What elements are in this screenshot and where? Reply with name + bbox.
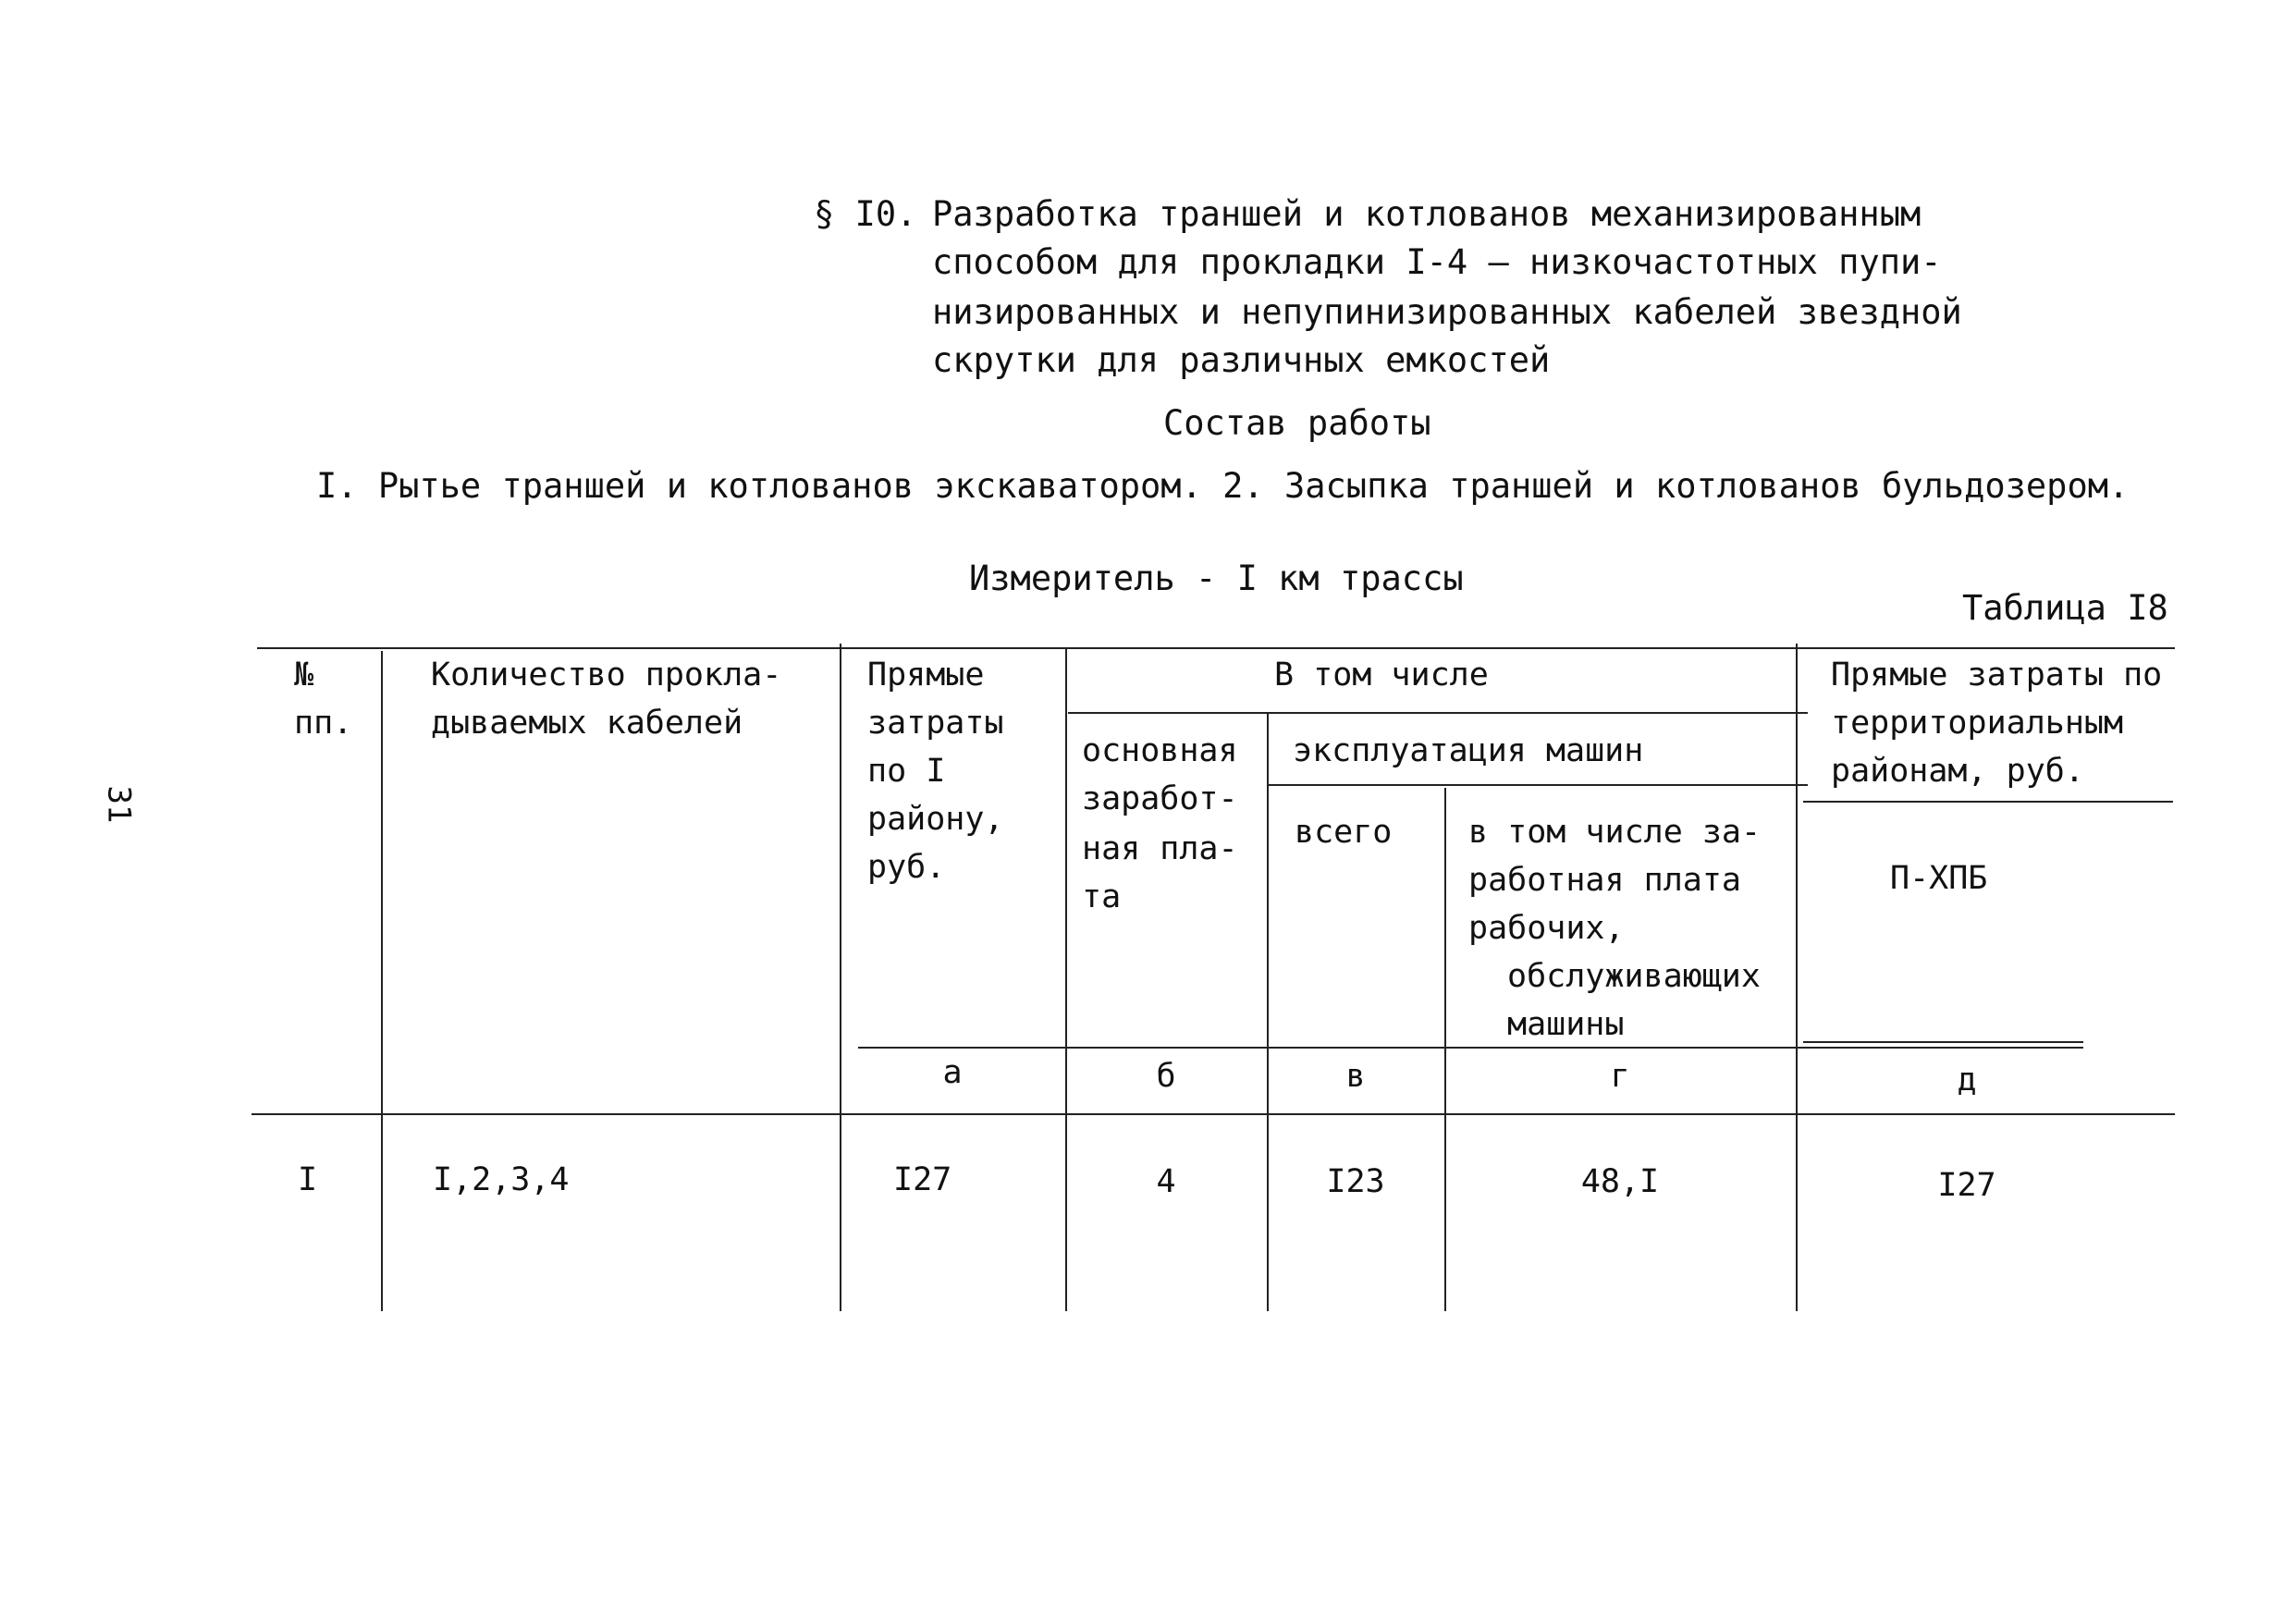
header-incl: В том числе bbox=[1274, 657, 1489, 693]
col-divider-6 bbox=[1796, 644, 1798, 1311]
row-region: I27 bbox=[1937, 1167, 1996, 1204]
header-region: П-ХПБ bbox=[1890, 860, 1988, 897]
letter-d: д bbox=[1957, 1062, 1977, 1098]
page-number: 31 bbox=[100, 785, 138, 824]
col-divider-5 bbox=[1444, 788, 1446, 1311]
header-incl-wage-line-1: в том числе за- bbox=[1468, 814, 1762, 851]
header-total: всего bbox=[1295, 814, 1393, 851]
letter-a: а bbox=[942, 1054, 963, 1091]
header-direct-line-4: району, bbox=[867, 801, 1004, 838]
territorial-divider bbox=[1803, 801, 2173, 803]
work-text: I. Рытье траншей и котлованов экскаватором. 2. Засыпка траншей и котлованов бульдозером. bbox=[316, 466, 2130, 506]
row-direct: I27 bbox=[893, 1161, 952, 1198]
header-incl-wage-line-5: машины bbox=[1507, 1006, 1625, 1043]
header-incl-wage-line-3: рабочих, bbox=[1468, 910, 1625, 947]
header-incl-wage-line-2: работная плата bbox=[1468, 862, 1742, 899]
table-top-border bbox=[257, 647, 2175, 649]
header-count-line-2: дываемых кабелей bbox=[431, 705, 743, 742]
section-symbol: § I0. bbox=[814, 194, 917, 234]
header-bottom-border bbox=[252, 1113, 2175, 1115]
header-num-line-2: пп. bbox=[294, 705, 353, 742]
header-incl-wage-line-4: обслуживающих bbox=[1507, 958, 1761, 995]
row-incl-wage: 48,I bbox=[1580, 1163, 1660, 1200]
letter-b: б bbox=[1156, 1058, 1176, 1095]
section-title-line-2: способом для прокладки I-4 — низкочастотных пупи- bbox=[932, 242, 1942, 282]
header-basic-wage-line-3: ная пла- bbox=[1082, 830, 1238, 867]
row-num: I bbox=[298, 1161, 318, 1198]
section-title-line-1: Разработка траншей и котлованов механизированным bbox=[932, 194, 1922, 234]
incl-divider bbox=[1068, 712, 1808, 714]
header-direct-line-3: по I bbox=[867, 753, 946, 790]
letter-v: в bbox=[1345, 1058, 1366, 1095]
machine-op-divider bbox=[1267, 784, 1808, 786]
header-territorial-line-2: территориальным bbox=[1831, 705, 2124, 742]
header-machine-op: эксплуатация машин bbox=[1293, 732, 1644, 769]
header-basic-wage-line-4: та bbox=[1082, 878, 1122, 915]
header-direct-line-2: затраты bbox=[867, 705, 1004, 742]
col-divider-4 bbox=[1267, 714, 1269, 1311]
col-divider-1 bbox=[381, 651, 383, 1311]
header-basic-wage-line-2: заработ- bbox=[1082, 780, 1238, 817]
header-direct-line-1: Прямые bbox=[867, 657, 985, 693]
header-basic-wage-line-1: основная bbox=[1082, 732, 1238, 769]
header-count-line-1: Количество прокла- bbox=[431, 657, 782, 693]
work-heading: Состав работы bbox=[1163, 403, 1431, 443]
header-direct-line-5: руб. bbox=[867, 849, 946, 886]
letters-row-top-double bbox=[1803, 1041, 2083, 1043]
table-label: Таблица I8 bbox=[1962, 588, 2168, 628]
col-divider-2 bbox=[840, 644, 841, 1311]
col-divider-3 bbox=[1065, 647, 1067, 1311]
header-territorial-line-3: районам, руб. bbox=[1831, 753, 2084, 790]
section-title-line-3: низированных и непупинизированных кабелей звездной bbox=[932, 292, 1962, 332]
row-total: I23 bbox=[1326, 1163, 1385, 1200]
header-num-line-1: № bbox=[294, 657, 314, 693]
measure-unit: Измеритель - I км трассы bbox=[969, 558, 1464, 598]
letter-g: г bbox=[1610, 1058, 1630, 1095]
header-territorial-line-1: Прямые затраты по bbox=[1831, 657, 2163, 693]
section-title-line-4: скрутки для различных емкостей bbox=[932, 340, 1551, 380]
row-basic-wage: 4 bbox=[1156, 1163, 1176, 1200]
row-count: I,2,3,4 bbox=[433, 1161, 570, 1198]
